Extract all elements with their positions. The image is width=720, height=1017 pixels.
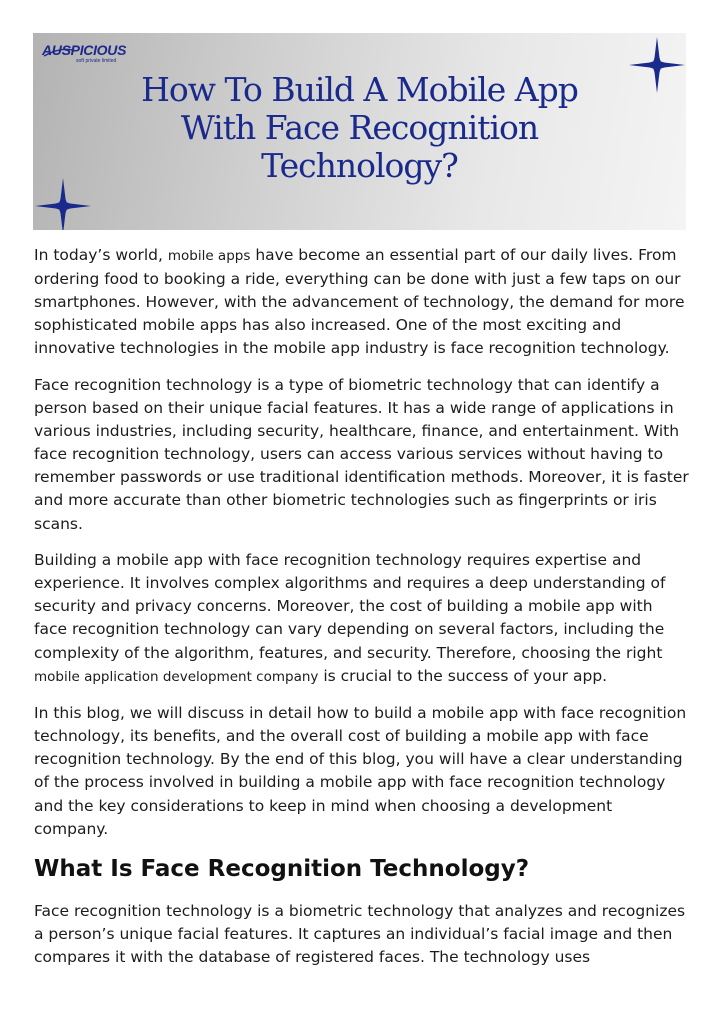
paragraph-5: Face recognition technology is a biometric technology that analyzes and recognizes a person’s unique facial features. It captures an individual’s facial image and then compares it with the database of registered faces. The technology uses	[34, 902, 686, 967]
banner-title-line-3: Technology?	[261, 146, 458, 185]
section-heading: What Is Face Recognition Technology?	[34, 856, 530, 883]
paragraph-4: In this blog, we will discuss in detail how to build a mobile app with face recognition technology, its benefits, and the overall cost of building a mobile app with face recognition technology. By the end of this blog, you will have a clear understanding of the process involved in building a mobile app with face recognition technology and the key considerations to keep in mind when choosing a development company.	[34, 704, 687, 838]
paragraph-3: Building a mobile app with face recognition technology requires expertise and experience. It involves complex algorithms and requires a deep understanding of security and privacy concerns. Moreover, the cost of building a mobile app with face recognition technology can vary depending on several factors, including the complexity of the algorithm, features, and security. Therefore, choosing the right mobile application development company is crucial to the success of your app.	[34, 551, 666, 685]
article-body	[34, 244, 690, 983]
four-point-star-icon	[35, 178, 91, 230]
logo-wordmark: AUSPICIOUS	[42, 42, 127, 58]
banner-title-line-1: How To Build A Mobile App	[141, 70, 578, 109]
mobile-app-development-company-link[interactable]: mobile application development company	[34, 668, 319, 685]
banner-title	[33, 71, 686, 185]
mobile-apps-link[interactable]: mobile apps	[167, 248, 251, 264]
hero-banner	[33, 33, 686, 230]
logo-tagline: soft private limited	[76, 58, 117, 64]
brand-logo[interactable]	[42, 42, 132, 68]
banner-title-line-2: With Face Recognition	[180, 108, 539, 147]
paragraph-1: In today’s world, mobile apps have become an essential part of our daily lives. From ordering food to booking a ride, everything can be done with just a few taps on our smartphones. However, with the advancement of technology, the demand for more sophisticated mobile apps has also increased. One of the most exciting and innovative technologies in the mobile app industry is face recognition technology.	[34, 246, 685, 358]
paragraph-2: Face recognition technology is a type of biometric technology that can identify a person based on their unique facial features. It has a wide range of applications in various industries, including security, healthcare, finance, and entertainment. With face recognition technology, users can access various services without having to remember passwords or use traditional identification methods. Moreover, it is faster and more accurate than other biometric technologies such as fingerprints or iris scans.	[34, 375, 689, 533]
